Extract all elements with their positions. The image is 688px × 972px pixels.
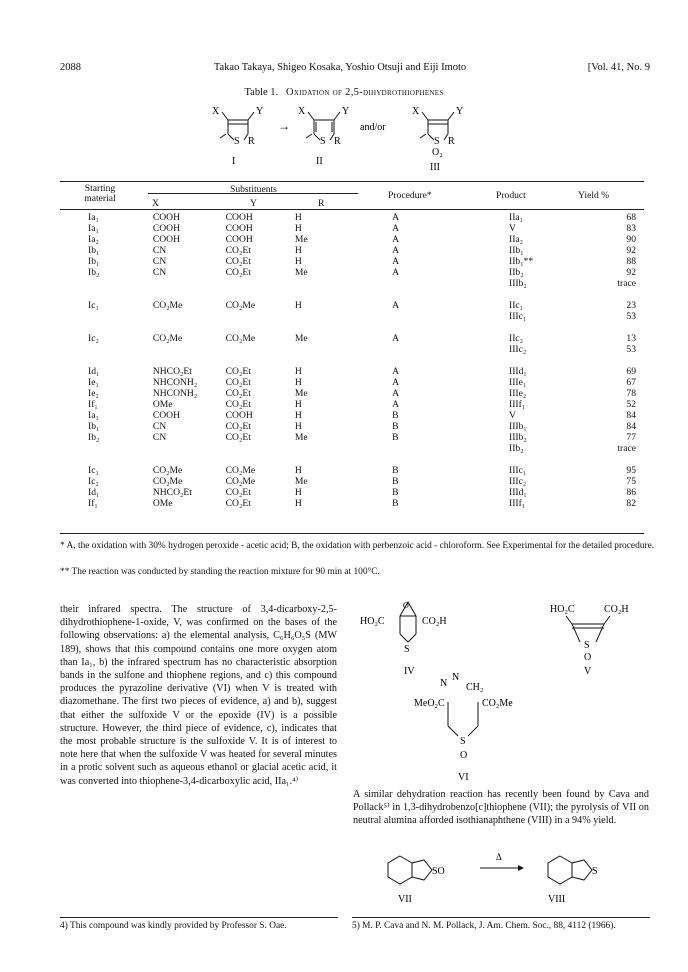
reaction-scheme (200, 100, 520, 180)
table-cell-r (295, 278, 366, 289)
table-cell-y: COOH (225, 223, 253, 234)
table-cell-yield: 68 (626, 212, 636, 223)
footnote-5: 5) M. P. Cava and N. M. Pollack, J. Am. Chem. Soc., 88, 4112 (1966). (352, 921, 616, 931)
structure-VIII (548, 856, 598, 905)
table-cell-prod: IIIc₁ (509, 311, 527, 322)
svg-text:CO₂Me: CO₂Me (482, 698, 513, 709)
svg-text:N: N (440, 678, 448, 689)
journal-volume: [Vol. 41, No. 9 (587, 62, 650, 73)
oxidation-table (60, 212, 644, 509)
table-row (60, 388, 644, 399)
table-cell-r: H (294, 223, 302, 234)
table-cell-proc (366, 311, 477, 322)
table-cell-yield: 86 (626, 487, 636, 498)
table-cell-x: NHCONH₂ (152, 388, 198, 399)
table-cell-y: CO₂Me (225, 476, 256, 487)
table-cell-prod: IIIb₂ (509, 432, 527, 443)
table-cell-sm: Ic₂ (88, 333, 99, 344)
table-cell-x: COOH (152, 223, 180, 234)
table-cell-sm: Ib₂ (88, 267, 100, 278)
row-gap (60, 355, 644, 366)
table-cell-yield: 84 (626, 421, 636, 432)
arrow: → (278, 119, 290, 133)
svg-text:HO₂C: HO₂C (360, 616, 385, 627)
col-head-starting: Starting material (84, 183, 116, 204)
label-Y: Y (256, 106, 264, 117)
table-row (60, 410, 644, 421)
table-footnote-reaction: ** The reaction was conducted by standing the reaction mixture for 90 min at 100°C. (60, 567, 380, 577)
table-cell-prod: IIIe₁ (509, 377, 527, 388)
page-number: 2088 (60, 62, 81, 73)
table-cell-prod: IIIb₂ (509, 278, 527, 289)
table-cell-x: CN (152, 267, 167, 278)
label-IV: IV (404, 666, 415, 677)
svg-text:S: S (320, 136, 326, 147)
table-cell-prod: IIa₁ (509, 212, 524, 223)
table-cell-y (226, 443, 295, 454)
svg-text:CH₂: CH₂ (466, 682, 484, 693)
table-cell-x: CN (152, 421, 167, 432)
and-or-label: and/or (360, 122, 386, 133)
table-cell-yield: 82 (626, 498, 636, 509)
table-cell-y: COOH (225, 234, 253, 245)
table-bottom-rule (60, 533, 644, 534)
table-cell-y: CO₂Me (225, 465, 256, 476)
table-cell-y: CO₂Et (225, 498, 251, 509)
table-cell-prod: IIc₁ (509, 300, 524, 311)
table-cell-prod: V (509, 223, 516, 234)
table-cell-prod: IIb₁ (509, 245, 524, 256)
label-VI: VI (458, 772, 469, 783)
body-text-left: their infrared spectra. The structure of 3,4-dicarboxy-2,5-dihydrothiophene-1-oxide, V, was confirmed on the bases of the following observations: a) the elemental analysis, C₆H₆O₅S (MW 189), shows that this compound contains one more oxygen atom than Ia₁, b) the infrared spectrum has no characteristic absorption bands in the sulfone and thiophene regions, and c) this compound produces the pyrazoline derivative (VI) when V is treated with diazomethane. The first two pieces of evidence, a) and b), suggest that either the sulfoxide V or the epoxide (IV) is a possible structure. However, the third piece of evidence, c), indicates that the most probable structure is the sulfoxide V. It is of interest to note here that when the sulfoxide V was heated for several minutes in a protic solvent such as aqueous ethanol or glacial acetic acid, it was converted into thiophene-3,4-dicarboxylic acid, IIa₁.⁴⁾ (60, 604, 337, 787)
table-cell-x: NHCO₂Et (152, 487, 192, 498)
table-cell-proc: A (392, 377, 400, 388)
table-cell-yield: 52 (626, 399, 636, 410)
table-cell-sm: Ie₁ (88, 377, 99, 388)
table-cell-prod: IIb₂ (509, 267, 524, 278)
table-cell-sm: Ia₁ (88, 410, 99, 421)
label-III: III (430, 162, 440, 173)
table-cell-r: H (294, 421, 302, 432)
label-V: V (584, 666, 592, 677)
table-cell-x: CO₂Me (152, 300, 183, 311)
table-row (60, 223, 644, 234)
row-gap (60, 454, 644, 465)
table-cell-yield: 88 (626, 256, 636, 267)
svg-text:S: S (584, 640, 590, 651)
table-row (60, 344, 644, 355)
table-cell-yield: trace (617, 278, 636, 289)
table-cell-prod: IIIf₁ (509, 498, 526, 509)
table-cell-r (295, 443, 366, 454)
svg-text:MeO₂C: MeO₂C (414, 698, 445, 709)
table-cell-y: CO₂Et (225, 377, 251, 388)
table-cell-yield: 53 (626, 311, 636, 322)
table-cell-prod: IIc₂ (509, 333, 524, 344)
table-cell-r: Me (294, 476, 308, 487)
svg-text:S: S (404, 644, 410, 655)
table-cell-sm: Ia₂ (88, 234, 99, 245)
table-cell-x: CN (152, 432, 167, 443)
table-cell-y: CO₂Et (225, 267, 251, 278)
table-cell-sm: Id₁ (88, 366, 100, 377)
structure-II (298, 106, 349, 167)
table-cell-r: Me (294, 432, 308, 443)
label-I: I (232, 156, 236, 167)
table-cell-proc: A (392, 267, 400, 278)
table-caption (0, 87, 688, 98)
table-cell-yield: 13 (626, 333, 636, 344)
svg-text:R: R (334, 136, 341, 147)
col-head-X: X (152, 198, 159, 209)
table-cell-x: CN (152, 245, 167, 256)
table-cell-y: CO₂Et (225, 399, 251, 410)
table-cell-proc: B (392, 465, 399, 476)
table-cell-y: CO₂Me (225, 333, 256, 344)
table-cell-prod: IIIe₂ (509, 388, 527, 399)
table-cell-prod: IIIc₂ (509, 476, 527, 487)
table-cell-proc: B (392, 421, 399, 432)
table-row (60, 245, 644, 256)
table-cell-proc: B (392, 487, 399, 498)
table-cell-yield: 92 (626, 245, 636, 256)
structure-IV (360, 601, 447, 677)
col-head-substituents: Substituents (230, 184, 277, 195)
table-row (60, 399, 644, 410)
table-cell-r: H (294, 300, 302, 311)
table-footnote-procedure: * A, the oxidation with 30% hydrogen peroxide - acetic acid; B, the oxidation with perbenzoic acid - chloroform. See Experimental for the detailed procedure. (60, 541, 655, 551)
table-cell-yield: 90 (626, 234, 636, 245)
table-cell-x: COOH (152, 410, 180, 421)
table-cell-proc: A (392, 223, 400, 234)
table-cell-sm (60, 278, 153, 289)
table-cell-prod: IIIc₂ (509, 344, 527, 355)
table-cell-yield: 23 (626, 300, 636, 311)
table-cell-y: CO₂Et (225, 388, 251, 399)
table-cell-proc: B (392, 432, 399, 443)
structures-IV-V-VI (352, 598, 650, 784)
table-cell-proc (366, 278, 477, 289)
svg-text:S: S (592, 866, 598, 877)
table-cell-sm: If₁ (88, 399, 98, 410)
table-cell-y: COOH (225, 410, 253, 421)
table-cell-sm: Ib₁ (88, 421, 100, 432)
table-cell-sm: Ia₁ (88, 223, 99, 234)
table-cell-sm: Ic₁ (88, 300, 99, 311)
table-row (60, 498, 644, 509)
table-cell-r: H (294, 410, 302, 421)
table-cell-prod: IIId₁ (509, 487, 527, 498)
table-cell-r (295, 311, 366, 322)
table-cell-x: COOH (152, 212, 180, 223)
structure-VI (414, 672, 513, 783)
table-cell-prod: IIb₂ (509, 443, 524, 454)
table-cell-sm: Id₁ (88, 487, 100, 498)
table-cell-y: CO₂Et (225, 366, 251, 377)
table-cell-prod: IIIc₁ (509, 465, 527, 476)
table-cell-proc: A (392, 234, 400, 245)
table-row (60, 333, 644, 344)
table-cell-yield: trace (617, 443, 636, 454)
table-cell-proc: A (392, 399, 400, 410)
svg-text:O: O (403, 601, 409, 610)
table-cell-r: H (294, 399, 302, 410)
table-cell-proc (366, 443, 477, 454)
label-VII: VII (398, 894, 412, 905)
table-cell-y: CO₂Me (225, 300, 256, 311)
table-cell-yield: 77 (626, 432, 636, 443)
label-S: S (234, 136, 240, 147)
table-cell-r: H (294, 487, 302, 498)
table-cell-proc: A (392, 388, 400, 399)
svg-text:X: X (298, 106, 306, 117)
table-cell-r: H (294, 498, 302, 509)
svg-text:X: X (412, 106, 420, 117)
table-row (60, 421, 644, 432)
label-O2: O₂ (432, 147, 443, 158)
running-authors: Takao Takaya, Shigeo Kosaka, Yoshio Otsuji and Eiji Imoto (213, 62, 467, 73)
table-cell-x: CO₂Me (152, 465, 183, 476)
footnote-rule-right (352, 917, 650, 918)
table-cell-r: H (294, 465, 302, 476)
table-cell-yield: 84 (626, 410, 636, 421)
table-cell-x: OMe (152, 498, 173, 509)
table-cell-y (226, 344, 295, 355)
svg-text:N: N (452, 672, 460, 683)
svg-text:R: R (448, 136, 455, 147)
table-cell-x: NHCO₂Et (152, 366, 192, 377)
svg-text:CO₂H: CO₂H (422, 616, 447, 627)
table-cell-yield: 95 (626, 465, 636, 476)
table-row (60, 256, 644, 267)
svg-text:Y: Y (342, 106, 350, 117)
table-cell-y: CO₂Et (225, 487, 251, 498)
structure-III (412, 106, 463, 173)
svg-text:S: S (460, 736, 466, 747)
table-cell-x: CO₂Me (152, 476, 183, 487)
table-cell-prod: IIIb₁ (509, 421, 527, 432)
table-caption-label: Table 1. (244, 87, 279, 98)
table-cell-r: H (294, 256, 302, 267)
table-cell-r: H (294, 366, 302, 377)
table-cell-proc: A (392, 300, 400, 311)
table-cell-yield: 92 (626, 267, 636, 278)
table-cell-x: OMe (152, 399, 173, 410)
svg-text:O: O (584, 652, 592, 663)
table-cell-prod: IIIf₁ (509, 399, 526, 410)
table-cell-x (153, 443, 226, 454)
table-cell-proc: B (392, 498, 399, 509)
table-cell-proc: A (392, 212, 400, 223)
svg-text:Y: Y (456, 106, 464, 117)
label-R: R (248, 136, 255, 147)
svg-text:S: S (434, 136, 440, 147)
label-II: II (316, 156, 323, 167)
table-cell-y: CO₂Et (225, 256, 251, 267)
table-cell-r: H (294, 245, 302, 256)
table-row (60, 300, 644, 311)
row-gap (60, 289, 644, 300)
table-cell-sm (60, 311, 153, 322)
table-cell-sm: Ib₂ (88, 432, 100, 443)
svg-text:Δ: Δ (496, 852, 502, 862)
table-cell-y: CO₂Et (225, 432, 251, 443)
table-cell-yield: 78 (626, 388, 636, 399)
table-cell-x (153, 344, 226, 355)
table-cell-prod: IIb₁** (509, 256, 534, 267)
table-cell-sm: Ie₂ (88, 388, 99, 399)
table-cell-proc (366, 344, 477, 355)
table-cell-sm (60, 443, 153, 454)
table-row (60, 487, 644, 498)
table-cell-proc: A (392, 256, 400, 267)
col-head-procedure: Procedure* (388, 190, 432, 201)
table-row (60, 476, 644, 487)
table-cell-proc: B (392, 476, 399, 487)
table-row (60, 267, 644, 278)
table-cell-yield: 53 (626, 344, 636, 355)
table-cell-x (153, 278, 226, 289)
table-cell-y: COOH (225, 212, 253, 223)
svg-text:SO: SO (432, 866, 445, 877)
table-cell-sm: Ic₂ (88, 476, 99, 487)
table-row (60, 432, 644, 443)
table-cell-sm: Ib₁ (88, 245, 100, 256)
structure-I (212, 106, 263, 167)
table-cell-r: H (294, 377, 302, 388)
table-cell-sm: If₁ (88, 498, 98, 509)
table-cell-y (226, 311, 295, 322)
table-cell-x: CN (152, 256, 167, 267)
structure-V (550, 604, 629, 677)
table-row (60, 212, 644, 223)
table-cell-y: CO₂Et (225, 421, 251, 432)
table-cell-r: H (294, 212, 302, 223)
table-caption-title: Oxidation of 2,5-dihydrothiophenes (286, 87, 444, 98)
row-gap (60, 322, 644, 333)
table-cell-r: Me (294, 267, 308, 278)
table-row (60, 234, 644, 245)
label-X: X (212, 106, 220, 117)
svg-text:O: O (460, 750, 468, 761)
table-cell-yield: 83 (626, 223, 636, 234)
table-cell-x: CO₂Me (152, 333, 183, 344)
substituents-rule (148, 193, 358, 194)
table-cell-yield: 69 (626, 366, 636, 377)
table-cell-y (226, 278, 295, 289)
structure-VII (388, 856, 445, 905)
table-cell-sm (60, 344, 153, 355)
table-cell-r: Me (294, 333, 308, 344)
table-cell-sm: Ia₁ (88, 212, 99, 223)
svg-text:HO₂C: HO₂C (550, 604, 575, 615)
table-row (60, 278, 644, 289)
table-cell-prod: IIId₁ (509, 366, 527, 377)
label-VIII: VIII (548, 894, 566, 905)
table-cell-r: Me (294, 234, 308, 245)
table-cell-sm: Ic₁ (88, 465, 99, 476)
table-cell-prod: V (509, 410, 516, 421)
table-cell-x: NHCONH₂ (152, 377, 198, 388)
body-text-right: A similar dehydration reaction has recently been found by Cava and Pollack⁵⁾ in 1,3-dihydrobenzo[c]thiophene (VII); the pyrolysis of VII on neutral alumina afforded isothianaphthene (VIII) in a 94% yield. (353, 789, 649, 827)
table-cell-sm: Ib₁ (88, 256, 100, 267)
col-head-product: Product (496, 190, 526, 201)
table-row (60, 443, 644, 454)
structures-VII-VIII (352, 848, 650, 908)
table-top-rule (60, 181, 644, 182)
col-head-yield: Yield % (578, 190, 610, 201)
table-cell-proc: A (392, 333, 400, 344)
footnote-4: 4) This compound was kindly provided by Professor S. Oae. (60, 921, 287, 931)
table-cell-y: CO₂Et (225, 245, 251, 256)
table-cell-proc: A (392, 245, 400, 256)
table-cell-prod: IIa₂ (509, 234, 524, 245)
table-row (60, 366, 644, 377)
table-row (60, 311, 644, 322)
table-cell-yield: 67 (626, 377, 636, 388)
footnote-rule-left (60, 917, 338, 918)
table-head-rule (60, 209, 644, 210)
col-head-Y: Y (250, 198, 257, 209)
table-cell-r: Me (294, 388, 308, 399)
table-cell-proc: B (392, 410, 399, 421)
table-row (60, 377, 644, 388)
table-cell-proc: A (392, 366, 400, 377)
table-row (60, 465, 644, 476)
table-body (60, 212, 644, 509)
table-cell-yield: 75 (626, 476, 636, 487)
table-cell-r (295, 344, 366, 355)
col-head-R: R (318, 198, 325, 209)
table-cell-x: COOH (152, 234, 180, 245)
svg-text:CO₂H: CO₂H (604, 604, 629, 615)
table-cell-x (153, 311, 226, 322)
